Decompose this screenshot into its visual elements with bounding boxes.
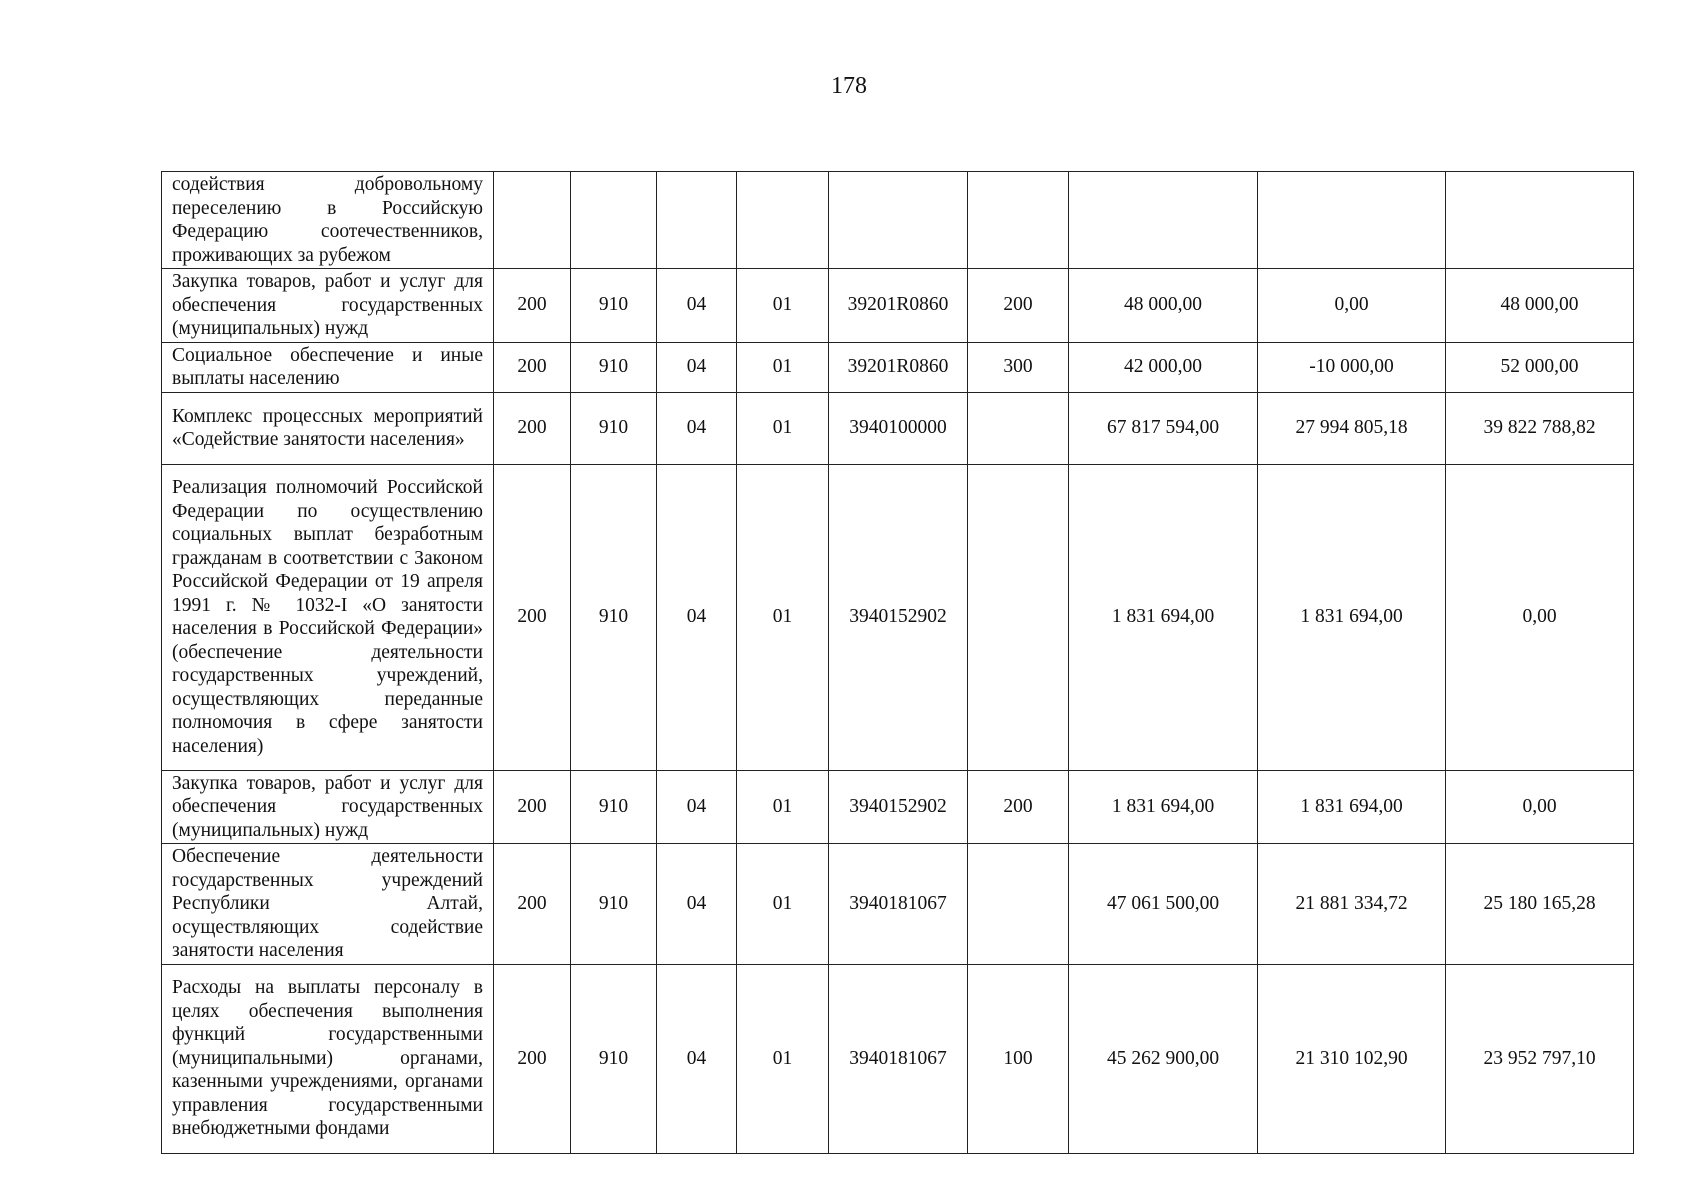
cell-col5: 3940181067 [829, 964, 968, 1153]
row-name: Комплекс процессных мероприятий «Содействие занятости населения» [162, 392, 494, 464]
cell-col5: 3940181067 [829, 844, 968, 965]
cell-col9: 25 180 165,28 [1446, 844, 1634, 965]
table-row [162, 172, 1634, 269]
cell-col4: 01 [737, 464, 829, 770]
cell-col8: 1 831 694,00 [1258, 770, 1446, 844]
cell-col2: 910 [571, 844, 657, 965]
cell-col2: 910 [571, 964, 657, 1153]
cell-col4: 01 [737, 342, 829, 392]
cell-col3: 04 [657, 964, 737, 1153]
cell-col6: 100 [968, 964, 1069, 1153]
table-row [162, 964, 1634, 1153]
table-row [162, 770, 1634, 844]
cell-col6 [968, 392, 1069, 464]
cell-col7: 42 000,00 [1069, 342, 1258, 392]
cell-col5: 39201R0860 [829, 269, 968, 343]
cell-col9 [1446, 172, 1634, 269]
cell-col1: 200 [494, 770, 571, 844]
row-name: Социальное обеспечение и иные выплаты населению [162, 342, 494, 392]
table-row [162, 342, 1634, 392]
cell-col2: 910 [571, 770, 657, 844]
cell-col4: 01 [737, 392, 829, 464]
cell-col5: 39201R0860 [829, 342, 968, 392]
cell-col9: 52 000,00 [1446, 342, 1634, 392]
row-name: Закупка товаров, работ и услуг для обеспечения государственных (муниципальных) нужд [162, 269, 494, 343]
cell-col7: 45 262 900,00 [1069, 964, 1258, 1153]
row-name: Реализация полномочий Российской Федерации по осуществлению социальных выплат безработным гражданам в соответствии с Законом Российской Федерации от 19 апреля 1991 г. № 1032-I «О занятости населения в Российской Федерации» (обеспечение деятельности государственных учреждений, осуществляющих переданные полномочия в сфере занятости населения) [162, 464, 494, 770]
cell-col3: 04 [657, 392, 737, 464]
table-row [162, 269, 1634, 343]
cell-col9: 0,00 [1446, 464, 1634, 770]
cell-col9: 0,00 [1446, 770, 1634, 844]
budget-table [161, 171, 1634, 1154]
cell-col2: 910 [571, 392, 657, 464]
cell-col4: 01 [737, 964, 829, 1153]
cell-col8: 27 994 805,18 [1258, 392, 1446, 464]
page-number: 178 [831, 73, 867, 99]
cell-col1: 200 [494, 392, 571, 464]
table-row [162, 844, 1634, 965]
row-name: Расходы на выплаты персоналу в целях обеспечения выполнения функций государственными (муниципальными) органами, казенными учреждениями, органами управления государственными внебюджетными фондами [162, 964, 494, 1153]
cell-col6: 300 [968, 342, 1069, 392]
cell-col3: 04 [657, 844, 737, 965]
cell-col7: 1 831 694,00 [1069, 464, 1258, 770]
cell-col1: 200 [494, 269, 571, 343]
cell-col5: 3940100000 [829, 392, 968, 464]
cell-col5: 3940152902 [829, 464, 968, 770]
cell-col6: 200 [968, 269, 1069, 343]
cell-col2: 910 [571, 342, 657, 392]
cell-col1: 200 [494, 964, 571, 1153]
cell-col1: 200 [494, 342, 571, 392]
cell-col6 [968, 844, 1069, 965]
cell-col3: 04 [657, 464, 737, 770]
cell-col8: 1 831 694,00 [1258, 464, 1446, 770]
cell-col7: 47 061 500,00 [1069, 844, 1258, 965]
row-name: Закупка товаров, работ и услуг для обеспечения государственных (муниципальных) нужд [162, 770, 494, 844]
cell-col9: 48 000,00 [1446, 269, 1634, 343]
cell-col8: 21 310 102,90 [1258, 964, 1446, 1153]
cell-col5 [829, 172, 968, 269]
cell-col1: 200 [494, 464, 571, 770]
cell-col4: 01 [737, 269, 829, 343]
cell-col5: 3940152902 [829, 770, 968, 844]
cell-col1: 200 [494, 844, 571, 965]
table-row [162, 392, 1634, 464]
cell-col3: 04 [657, 770, 737, 844]
cell-col7: 67 817 594,00 [1069, 392, 1258, 464]
cell-col7 [1069, 172, 1258, 269]
table-row [162, 464, 1634, 770]
cell-col6: 200 [968, 770, 1069, 844]
cell-col8: 21 881 334,72 [1258, 844, 1446, 965]
cell-col8 [1258, 172, 1446, 269]
row-name: содействия добровольному переселению в Российскую Федерацию соотечественников, проживающих за рубежом [162, 172, 494, 269]
cell-col7: 1 831 694,00 [1069, 770, 1258, 844]
cell-col7: 48 000,00 [1069, 269, 1258, 343]
cell-col6 [968, 464, 1069, 770]
cell-col9: 39 822 788,82 [1446, 392, 1634, 464]
cell-col6 [968, 172, 1069, 269]
cell-col1 [494, 172, 571, 269]
cell-col4 [737, 172, 829, 269]
cell-col9: 23 952 797,10 [1446, 964, 1634, 1153]
cell-col2: 910 [571, 269, 657, 343]
cell-col3 [657, 172, 737, 269]
cell-col3: 04 [657, 269, 737, 343]
cell-col2 [571, 172, 657, 269]
cell-col4: 01 [737, 770, 829, 844]
cell-col2: 910 [571, 464, 657, 770]
cell-col8: -10 000,00 [1258, 342, 1446, 392]
row-name: Обеспечение деятельности государственных учреждений Республики Алтай, осуществляющих содействие занятости населения [162, 844, 494, 965]
cell-col8: 0,00 [1258, 269, 1446, 343]
cell-col3: 04 [657, 342, 737, 392]
cell-col4: 01 [737, 844, 829, 965]
